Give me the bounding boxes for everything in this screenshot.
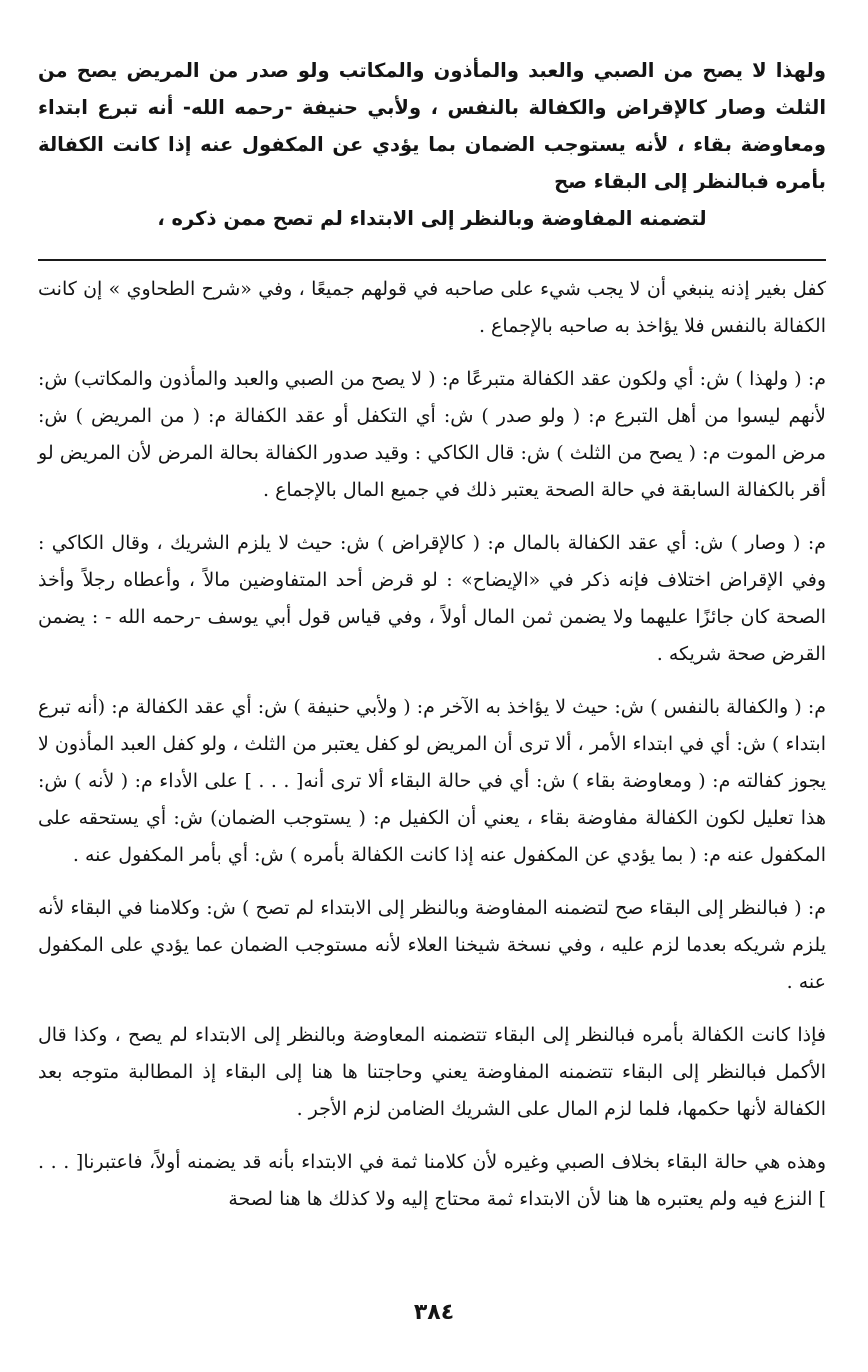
sharh-paragraph: م: ( وصار ) ش: أي عقد الكفالة بالمال م: ( كالإقراض ) ش: حيث لا يلزم الشريك ، وقال الكاكي : وفي الإقراض اختلاف فإنه ذكر في «الإيضاح» : لو قرض أحد المتفاوضين مالاً ، وأعطاه رجلاً وأخذ الصحة كان جائزًا عليهما ولا يضمن ثمن المال أولاً ، وفي قياس قول أبي يوسف -رحمه الله - : يضمن القرض صحة شريكه . (38, 532, 826, 665)
matn-main: ولهذا لا يصح من الصبي والعبد والمأذون والمكاتب ولو صدر من المريض يصح من الثلث وصار كالإقراض والكفالة بالنفس ، ولأبي حنيفة -رحمه الله- أنه تبرع ابتداء ومعاوضة بقاء ، لأنه يستوجب الضمان بما يؤدي عن المكفول عنه إذا كانت الكفالة بأمره فبالنظر إلى البقاء صح (38, 59, 826, 193)
sharh-paragraph: وهذه هي حالة البقاء بخلاف الصبي وغيره لأن كلامنا ثمة في الابتداء بأنه قد يضمنه أولاً، فاعتبرنا[ . . . ] النزع فيه ولم يعتبره ها هنا لأن الابتداء ثمة محتاج إليه ولا كذلك ها هنا لصحة (38, 1151, 826, 1210)
separator-rule (38, 259, 826, 261)
sharh-paragraph: كفل بغير إذنه ينبغي أن لا يجب شيء على صاحبه في قولهم جميعًا ، وفي «شرح الطحاوي » إن كانت الكفالة بالنفس فلا يؤاخذ به صاحبه بالإجماع . (38, 278, 826, 337)
sharh-paragraph: فإذا كانت الكفالة بأمره فبالنظر إلى البقاء تتضمنه المعاوضة وبالنظر إلى الابتداء لم يصح ، وكذا قال الأكمل فبالنظر إلى البقاء تتضمنه المفاوضة يعني وحاجتنا ها هنا إلى البقاء إذ المطالبة متوجه بعد الكفالة لأنها حكمها، فلما لزم المال على الشريك الضامن لزم الأجر . (38, 1024, 826, 1120)
sharh-paragraph: م: ( ولهذا ) ش: أي ولكون عقد الكفالة متبرعًا م: ( لا يصح من الصبي والعبد والمأذون والمكاتب) ش: لأنهم ليسوا من أهل التبرع م: ( ولو صدر ) ش: أي التكفل أو عقد الكفالة م: ( من المريض ) ش: مرض الموت م: ( يصح من الثلث ) ش: قال الكاكي : وقيد صدور الكفالة بحالة المرض لأن المريض لو أقر بالكفالة السابقة في حالة الصحة يعتبر ذلك في جميع المال بالإجماع . (38, 368, 827, 501)
page-body (38, 52, 826, 1234)
matn-last-line: لتضمنه المفاوضة وبالنظر إلى الابتداء لم تصح ممن ذكره ، (157, 207, 707, 230)
page-number: ٣٨٤ (413, 1300, 455, 1325)
sharh-paragraph: م: ( والكفالة بالنفس ) ش: حيث لا يؤاخذ به الآخر م: ( ولأبي حنيفة ) ش: أي عقد الكفالة م: (أنه تبرع ابتداء ) ش: أي في ابتداء الأمر ، ألا ترى أن المريض لو كفل يعتبر من الثلث ، ولو كفل العبد المأذون لا يجوز كفالته م: ( ومعاوضة بقاء ) ش: أي في حالة البقاء ألا ترى أنه[ . . . ] على الأداء م: ( لأنه ) ش: هذا تعليل لكون الكفالة مفاوضة بقاء ، يعني أن الكفيل م: ( يستوجب الضمان) ش: أي يستحقه على المكفول عنه م: ( بما يؤدي عن المكفول عنه إذا كانت الكفالة بأمره ) ش: أي بأمر المكفول عنه . (38, 696, 826, 866)
matn-text (38, 52, 826, 237)
sharh-paragraph: م: ( فبالنظر إلى البقاء صح لتضمنه المفاوضة وبالنظر إلى الابتداء لم تصح ) ش: وكلامنا في البقاء لأنه يلزم شريكه بعدما لزم عليه ، وفي نسخة شيخنا العلاء لأنه مستوجب الضمان عما يؤدي على المكفول عنه . (38, 897, 826, 993)
